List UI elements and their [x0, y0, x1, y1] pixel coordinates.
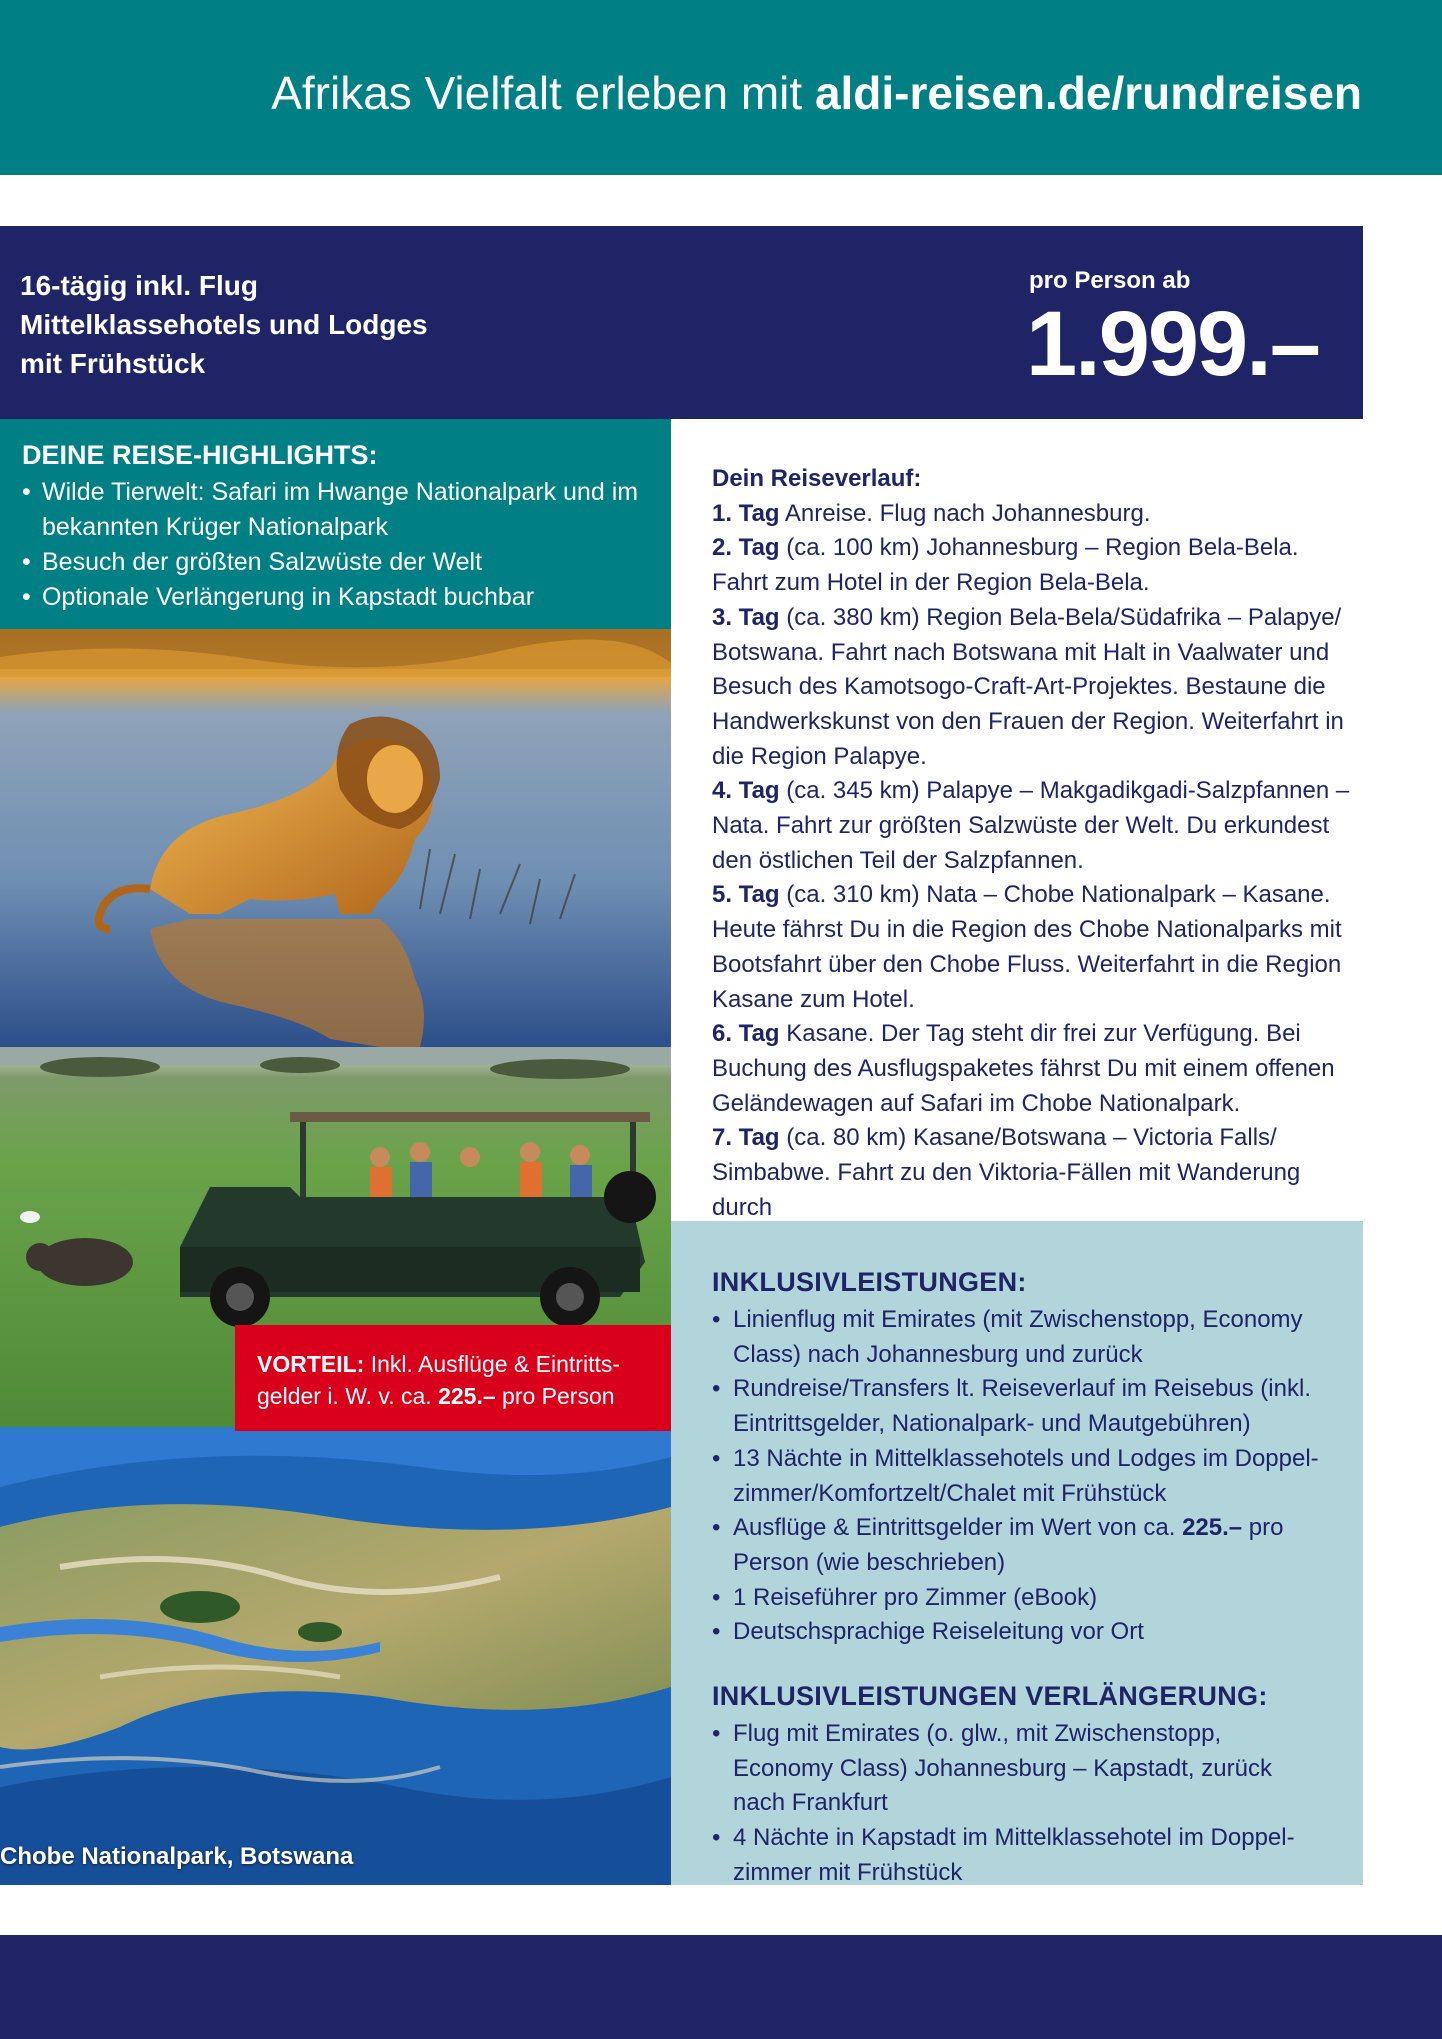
vorteil-amount: 225.– [438, 1383, 496, 1409]
day-text: (ca. 100 km) Johannesburg – Region Bela-Bela. Fahrt zum Hotel in der Region Bela-Bela. [712, 534, 1299, 597]
inclusions-box [671, 1221, 1363, 1885]
headline-url[interactable]: aldi-reisen.de/rundreisen [814, 67, 1362, 119]
photo-caption: Chobe Nationalpark, Botswana [0, 1843, 354, 1870]
offer-line-breakfast: mit Frühstück [20, 348, 206, 379]
lion-illustration [0, 629, 671, 1047]
highlight-item: • Optionale Verlängerung in Kapstadt buchbar [22, 580, 649, 615]
itinerary-day [712, 878, 1352, 1017]
day-label: 7. Tag [712, 1124, 780, 1152]
day-label: 1. Tag [712, 499, 780, 527]
day-text: Kasane. Der Tag steht dir frei zur Verfügung. Bei Buchung des Ausflugspaketes fährst Du mit einem offenen Geländewagen auf Safari im Chobe Nationalpark. [712, 1020, 1335, 1117]
itinerary [712, 462, 1352, 1225]
inclusions-list [712, 1303, 1322, 1650]
itinerary-day [712, 497, 1352, 532]
excursion-text: Ausflüge & Eintrittsgelder im Wert von ca. [733, 1514, 1183, 1542]
inclusion-item: • Deutschsprachige Reiseleitung vor Ort [712, 1615, 1322, 1650]
highlights-box [0, 419, 671, 629]
vorteil-badge [235, 1325, 671, 1431]
day-label: 3. Tag [712, 603, 780, 631]
vorteil-label: VORTEIL: [257, 1351, 365, 1377]
day-text: (ca. 310 km) Nata – Chobe Nationalpark – Kasane. Heute fährst Du in die Region des Chobe Nationalparks mit Bootsfahrt über den Chobe Fluss. Weiterfahrt in die Region Kasane zum Hotel. [712, 881, 1342, 1013]
highlights-title: DEINE REISE-HIGHLIGHTS: [22, 440, 378, 470]
inclusion-item-excursions [712, 1511, 1322, 1580]
offer-line-hotels: Mittelklassehotels und Lodges [20, 309, 428, 340]
offer-bar [0, 226, 1363, 419]
itinerary-day [712, 1017, 1352, 1121]
day-label: 4. Tag [712, 777, 780, 805]
highlight-item: • Besuch der größten Salzwüste der Welt [22, 545, 649, 580]
extension-item: • Flug mit Emirates (o. glw., mit Zwischenstopp, Economy Class) Johannesburg – Kapstadt, zurück nach Frankfurt [712, 1717, 1322, 1821]
day-text: (ca. 380 km) Region Bela-Bela/Südafrika – Palapye/ Botswana. Fahrt nach Botswana mit Halt in Vaalwater und Besuch des Kamotsogo-Craft-Art-Projektes. Bestaune die Handwerkskunst von den Frauen der Region. Weiterfahrt in die Region Palapye. [712, 603, 1344, 770]
inclusion-item: • 1 Reiseführer pro Zimmer (eBook) [712, 1581, 1322, 1616]
banner-headline [271, 66, 1362, 120]
inclusion-item: • Linienflug mit Emirates (mit Zwischenstopp, Economy Class) nach Johannesburg und zurück [712, 1303, 1322, 1372]
offer-line-duration: 16-tägig inkl. Flug [20, 270, 259, 301]
day-text: (ca. 345 km) Palapye – Makgadikgadi-Salzpfannen – Nata. Fahrt zur größten Salzwüste der Welt. Du erkundest den östlichen Teil der Salzpfannen. [712, 777, 1350, 874]
headline-text: Afrikas Vielfalt erleben mit [271, 67, 815, 119]
itinerary-day [712, 531, 1352, 600]
lion-photo [0, 629, 671, 1047]
itinerary-day [712, 601, 1352, 775]
bottom-bar [0, 1935, 1442, 2039]
itinerary-day [712, 774, 1352, 878]
inclusion-item: • 13 Nächte in Mittelklassehotels und Lodges im Doppel-zimmer/Komfortzelt/Chalet mit Frühstück [712, 1442, 1322, 1511]
vorteil-text-after: pro Person [495, 1383, 615, 1409]
day-label: 2. Tag [712, 534, 780, 562]
vorteil-text: Inkl. Ausflüge & Eintritts-gelder i. W. v. ca. [257, 1351, 621, 1409]
price-label: pro Person ab [1029, 267, 1191, 294]
day-label: 6. Tag [712, 1020, 780, 1048]
delta-illustration [0, 1427, 671, 1885]
extension-title: INKLUSIVLEISTUNGEN VERLÄNGERUNG: [712, 1681, 1268, 1712]
extension-item: • 4 Nächte in Kapstadt im Mittelklassehotel im Doppel-zimmer mit Frühstück [712, 1821, 1322, 1890]
day-label: 5. Tag [712, 881, 780, 909]
chobe-aerial-photo [0, 1427, 671, 1885]
inclusions-title: INKLUSIVLEISTUNGEN: [712, 1267, 1027, 1297]
extension-list [712, 1717, 1322, 1891]
highlights-list [22, 475, 649, 615]
price: 1.999.– [1026, 293, 1319, 395]
top-banner [0, 0, 1442, 175]
highlight-item: • Wilde Tierwelt: Safari im Hwange Nationalpark und im bekannten Krüger Nationalpark [22, 475, 649, 545]
left-column [0, 419, 671, 1885]
itinerary-day [712, 1121, 1352, 1225]
inclusion-item: • Rundreise/Transfers lt. Reiseverlauf im Reisebus (inkl. Eintrittsgelder, Nationalpark- und Mautgebühren) [712, 1372, 1322, 1441]
day-text: Anreise. Flug nach Johannesburg. [779, 499, 1151, 527]
itinerary-title: Dein Reiseverlauf: [712, 465, 922, 492]
excursion-amount: 225.– [1182, 1514, 1243, 1542]
day-text: (ca. 80 km) Kasane/Botswana – Victoria Falls/ Simbabwe. Fahrt zu den Viktoria-Fällen mit Wanderung durch [712, 1124, 1301, 1221]
offer-summary [20, 266, 428, 383]
excursion-text-after: pro Person (wie beschrieben) [733, 1514, 1284, 1576]
